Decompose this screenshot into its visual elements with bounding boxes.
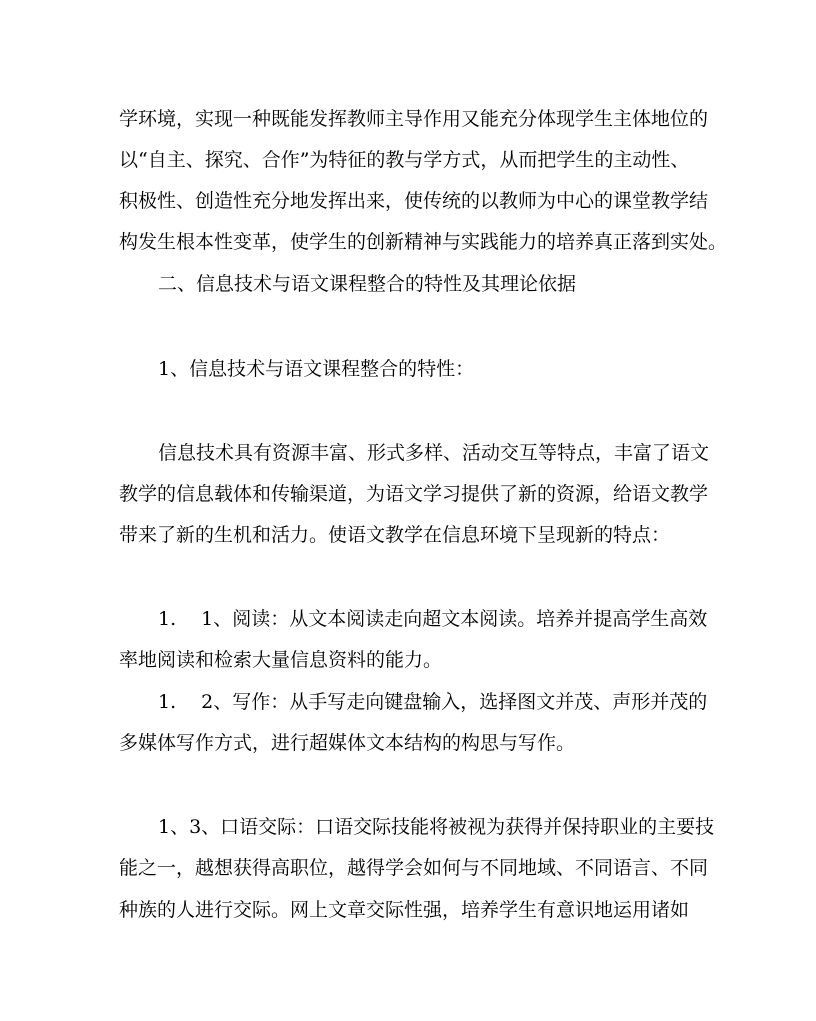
paragraph-line: 积极性、创造性充分地发挥出来，使传统的以教师为中心的课堂教学结 <box>119 190 709 212</box>
subsection-heading: 1、信息技术与语文课程整合的特性： <box>158 358 475 380</box>
paragraph-line: 构发生根本性变革，使学生的创新精神与实践能力的培养真正落到实处。 <box>119 231 728 253</box>
paragraph-line: 信息技术具有资源丰富、形式多样、活动交互等特点，丰富了语文 <box>158 442 710 464</box>
paragraph-line: 学环境，实现一种既能发挥教师主导作用又能充分体现学生主体地位的 <box>119 108 709 130</box>
paragraph-line: 带来了新的生机和活力。使语文教学在信息环境下呈现新的特点： <box>119 524 671 546</box>
paragraph-line: 教学的信息载体和传输渠道，为语文学习提供了新的资源，给语文教学 <box>119 483 709 505</box>
list-item-line: 率地阅读和检索大量信息资料的能力。 <box>119 649 443 671</box>
list-item-line: 能之一，越想获得高职位，越得学会如何与不同地域、不同语言、不同 <box>119 857 709 879</box>
list-item-line: 1. 2、写作：从手写走向键盘输入，选择图文并茂、声形并茂的 <box>158 691 708 713</box>
list-item-line: 种族的人进行交际。网上文章交际性强，培养学生有意识地运用诸如 <box>119 899 690 921</box>
list-item-line: 多媒体写作方式，进行超媒体文本结构的构思与写作。 <box>119 732 576 754</box>
list-item-line: 1. 1、阅读：从文本阅读走向超文本阅读。培养并提高学生高效 <box>158 608 708 630</box>
paragraph-line: 以“自主、探究、合作”为特征的教与学方式，从而把学生的主动性、 <box>119 149 690 171</box>
section-heading: 二、信息技术与语文课程整合的特性及其理论依据 <box>158 273 577 295</box>
list-item-line: 1、3、口语交际：口语交际技能将被视为获得并保持职业的主要技 <box>158 816 715 838</box>
